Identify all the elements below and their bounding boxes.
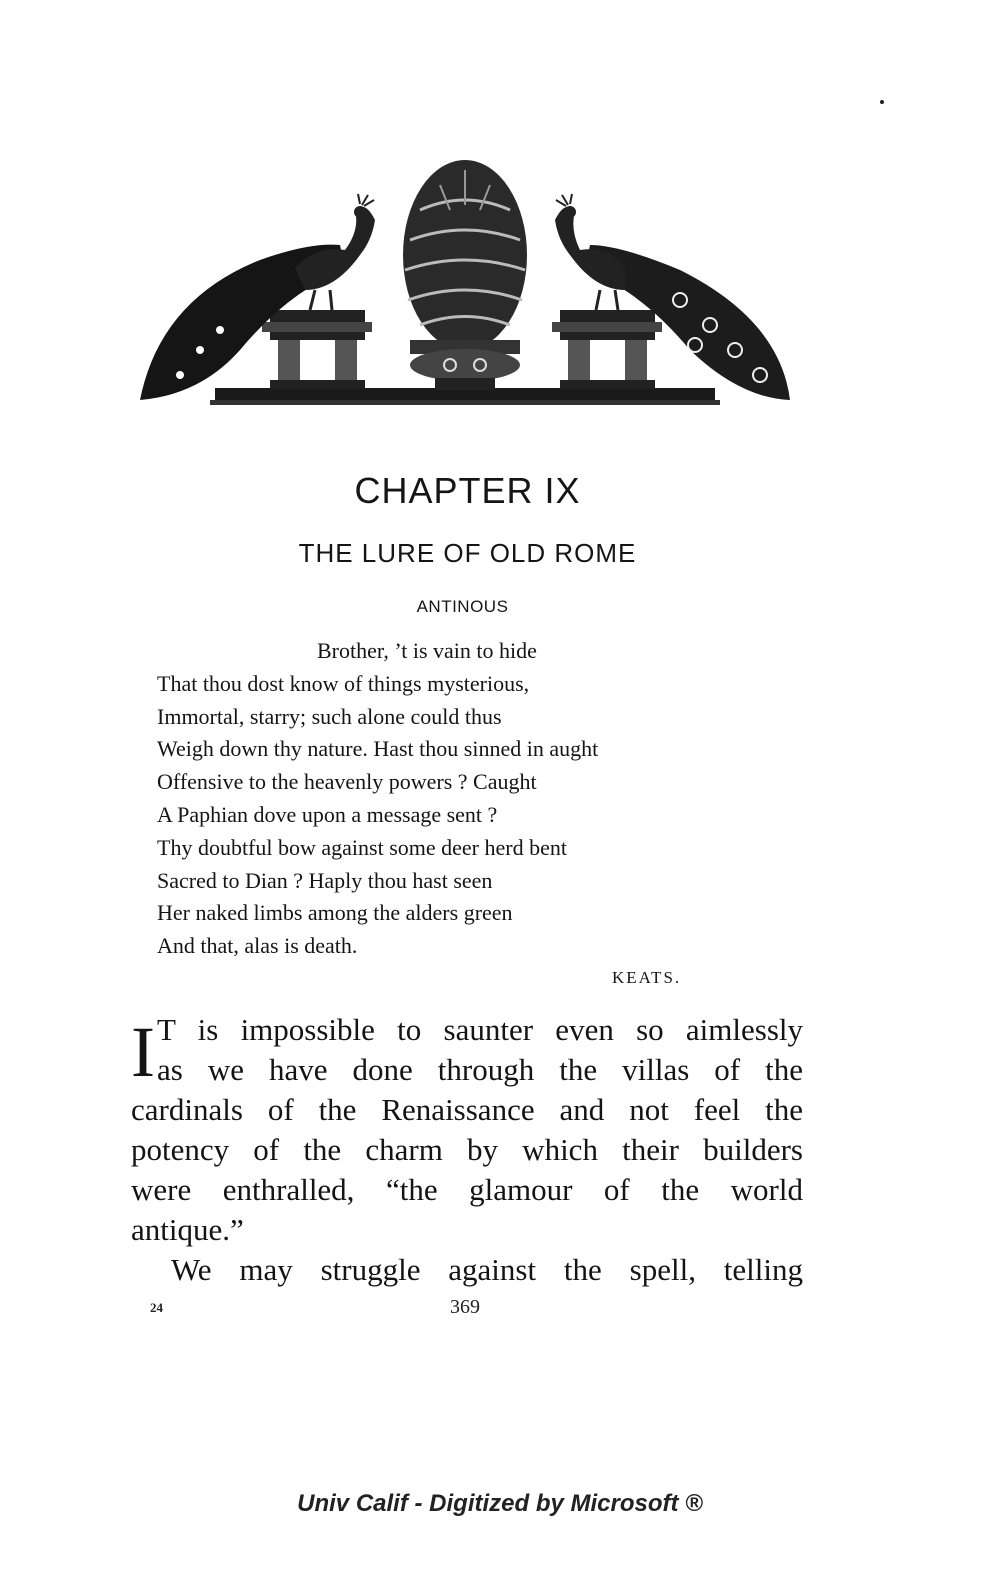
prose-line: were enthralled, “the glamour of the world: [131, 1172, 803, 1207]
printer-signature-mark: 24: [150, 1300, 163, 1315]
right-peacock: [555, 194, 790, 400]
epigraph-poem: [157, 635, 817, 963]
prose-line: T is impossible to saunter even so aimlessly: [157, 1012, 803, 1047]
epigraph-title: ANTINOUS: [416, 597, 509, 616]
chapter-heading: CHAPTER IX: [354, 470, 581, 511]
poem-line: Sacred to Dian ? Haply thou hast seen: [157, 867, 493, 893]
prose-line: antique.”: [131, 1212, 244, 1247]
poem-line: That thou dost know of things mysterious,: [157, 670, 530, 696]
body-text: [131, 1010, 803, 1290]
prose-line: We may struggle against the spell, telling: [171, 1252, 803, 1287]
poem-line: And that, alas is death.: [157, 933, 358, 959]
ornament-base: [215, 388, 715, 402]
dropcap-paragraph-start: [131, 1010, 803, 1090]
chapter-title: THE LURE OF OLD ROME: [298, 538, 637, 568]
poem-line: Brother, ’t is vain to hide: [317, 638, 537, 663]
poem-line: Thy doubtful bow against some deer herd bent: [157, 834, 567, 860]
prose-line: as we have done through the villas of the: [157, 1052, 803, 1087]
page-number: 369: [450, 1296, 480, 1318]
poem-line: A Paphian dove upon a message sent ?: [157, 801, 498, 827]
right-pedestal: [552, 310, 662, 389]
poem-attribution: KEATS.: [612, 968, 682, 987]
digitization-credit: Univ Calif - Digitized by Microsoft ®: [297, 1490, 703, 1517]
drop-cap: I: [131, 1012, 155, 1092]
peacock-pinecone-ornament: [120, 150, 810, 415]
poem-line: Immortal, starry; such alone could thus: [157, 703, 502, 729]
left-pedestal: [262, 310, 372, 389]
prose-line: potency of the charm by which their builders: [131, 1132, 803, 1167]
poem-line: Offensive to the heavenly powers ? Caught: [157, 769, 537, 795]
prose-line: cardinals of the Renaissance and not feel the: [131, 1092, 803, 1127]
stray-ink-mark: [880, 100, 884, 104]
pinecone: [403, 160, 527, 390]
poem-line: Weigh down thy nature. Hast thou sinned in aught: [157, 736, 599, 762]
poem-line: Her naked limbs among the alders green: [157, 900, 513, 926]
